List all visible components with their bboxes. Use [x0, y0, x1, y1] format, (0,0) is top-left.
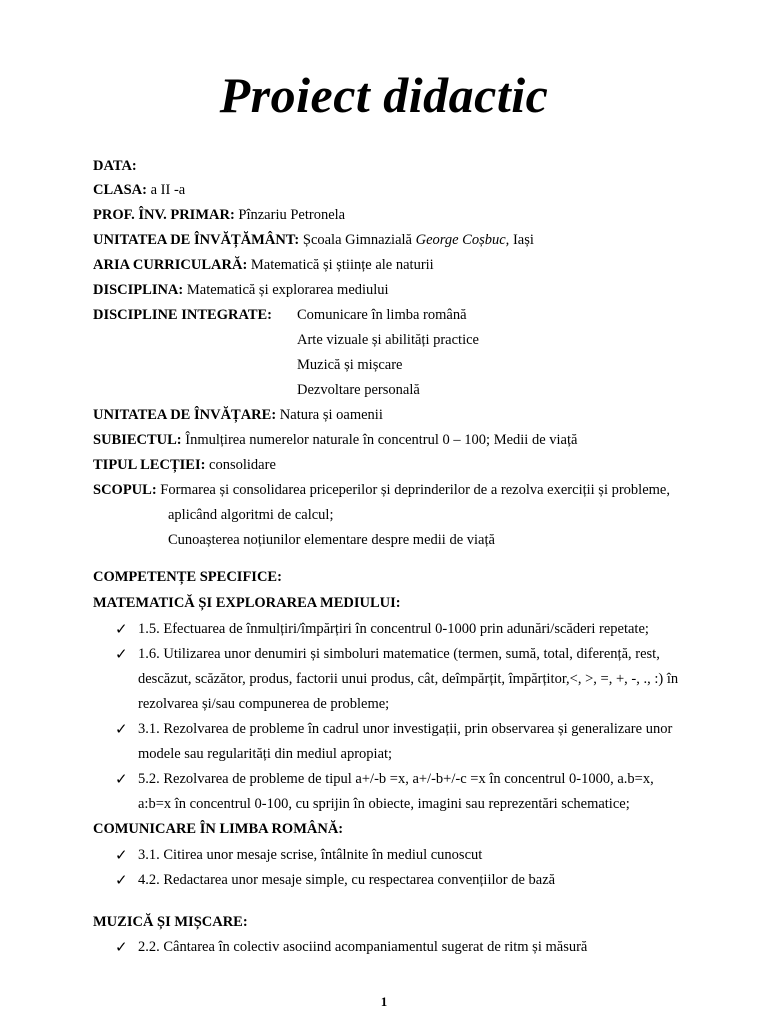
clasa-value: a II -a: [150, 182, 186, 198]
competenta-line: 2.2. Cântarea în colectiv asociind acompaniamentul sugerat de ritm și măsură: [138, 939, 588, 955]
document-title: Proiect didactic: [219, 67, 549, 123]
disciplina-value: Matematică și explorarea mediului: [186, 282, 389, 298]
prof-label: PROF. ÎNV. PRIMAR:: [93, 207, 235, 223]
romana-heading: COMUNICARE ÎN LIMBA ROMÂNĂ:: [93, 821, 344, 837]
field-clasa: [93, 182, 185, 199]
page-number: 1: [380, 994, 388, 1009]
scopul-line: Cunoașterea noțiunilor elementare despre medii de viață: [168, 532, 495, 548]
check-icon: ✓: [115, 873, 128, 889]
prof-value: Pînzariu Petronela: [238, 207, 346, 223]
tipul-label: TIPUL LECȚIEI:: [93, 457, 206, 473]
unitate-value-post: Iași: [512, 232, 534, 248]
scopul-line: aplicând algoritmi de calcul;: [168, 507, 334, 523]
field-data: [93, 158, 137, 175]
tipul-value: consolidare: [209, 457, 276, 473]
subiectul-value: Înmulțirea numerelor naturale în concentrul 0 – 100; Medii de viață: [185, 432, 578, 448]
clasa-label: CLASA:: [93, 182, 147, 198]
unitate-invatare-label: UNITATEA DE ÎNVĂȚARE:: [93, 407, 277, 423]
integrate-value: Arte vizuale și abilități practice: [297, 332, 479, 348]
aria-label: ARIA CURRICULARĂ:: [93, 257, 248, 273]
field-unitate-invatare: [93, 407, 383, 424]
subiectul-label: SUBIECTUL:: [93, 432, 182, 448]
check-icon: ✓: [115, 772, 128, 788]
competenta-line: a:b=x în concentrul 0-100, cu sprijin în obiecte, imagini sau reprezentări schematice;: [138, 796, 630, 812]
competenta-line: rezolvarea și/sau compunerea de probleme;: [138, 696, 390, 712]
unitate-value-pre: Școala Gimnazială: [302, 232, 412, 248]
competenta-line: 3.1. Rezolvarea de probleme în cadrul unor investigații, prin observarea și generalizare unor: [138, 721, 673, 737]
competenta-line: 1.5. Efectuarea de înmulțiri/împărțiri în concentrul 0-1000 prin adunări/scăderi repetate;: [138, 621, 649, 637]
competenta-line: descăzut, scăzător, produs, factorii unui produs, cât, deîmpărțit, împărțitor,<, >, =, +, -, ., :) în: [138, 671, 679, 687]
competenta-line: modele sau regularități din mediul apropiat;: [138, 746, 393, 762]
aria-value: Matematică și științe ale naturii: [250, 257, 434, 273]
competenta-line: 4.2. Redactarea unor mesaje simple, cu respectarea convențiilor de bază: [138, 872, 556, 888]
field-tipul: [93, 457, 276, 474]
scopul-label: SCOPUL:: [93, 482, 157, 498]
field-disciplina: [93, 282, 389, 299]
competenta-line: 5.2. Rezolvarea de probleme de tipul a+/-b =x, a+/-b+/-c =x în concentrul 0-1000, a.b=x,: [138, 771, 654, 787]
competenta-line: 3.1. Citirea unor mesaje scrise, întâlnite în mediul cunoscut: [138, 847, 483, 863]
integrate-value: Muzică și mișcare: [297, 357, 403, 373]
check-icon: ✓: [115, 647, 128, 663]
unitate-value-italic: George Coșbuc,: [415, 232, 510, 248]
field-integrate: [93, 307, 272, 324]
check-icon: ✓: [115, 848, 128, 864]
field-aria: [93, 257, 434, 274]
field-subiectul: [93, 432, 577, 449]
check-icon: ✓: [115, 622, 128, 638]
unitate-label: UNITATEA DE ÎNVĂȚĂMÂNT:: [93, 232, 300, 248]
check-icon: ✓: [115, 722, 128, 738]
field-unitate: [93, 232, 534, 249]
mate-heading: MATEMATICĂ ȘI EXPLORAREA MEDIULUI:: [93, 595, 401, 611]
scopul-line: Formarea și consolidarea priceperilor și deprinderilor de a rezolva exerciții și probleme,: [160, 482, 670, 498]
data-label: DATA:: [93, 158, 137, 174]
unitate-invatare-value: Natura și oamenii: [279, 407, 383, 423]
integrate-value: Dezvoltare personală: [297, 382, 420, 398]
integrate-value: Comunicare în limba română: [297, 307, 467, 323]
muzica-heading: MUZICĂ ȘI MIȘCARE:: [93, 914, 248, 930]
field-scopul: [93, 482, 670, 499]
competente-heading: COMPETENȚE SPECIFICE:: [93, 569, 282, 585]
disciplina-label: DISCIPLINA:: [93, 282, 184, 298]
integrate-label: DISCIPLINE INTEGRATE:: [93, 307, 273, 323]
competenta-line: 1.6. Utilizarea unor denumiri și simboluri matematice (termen, sumă, total, diferență, rest,: [138, 646, 660, 662]
field-prof: [93, 207, 345, 224]
check-icon: ✓: [115, 940, 128, 956]
